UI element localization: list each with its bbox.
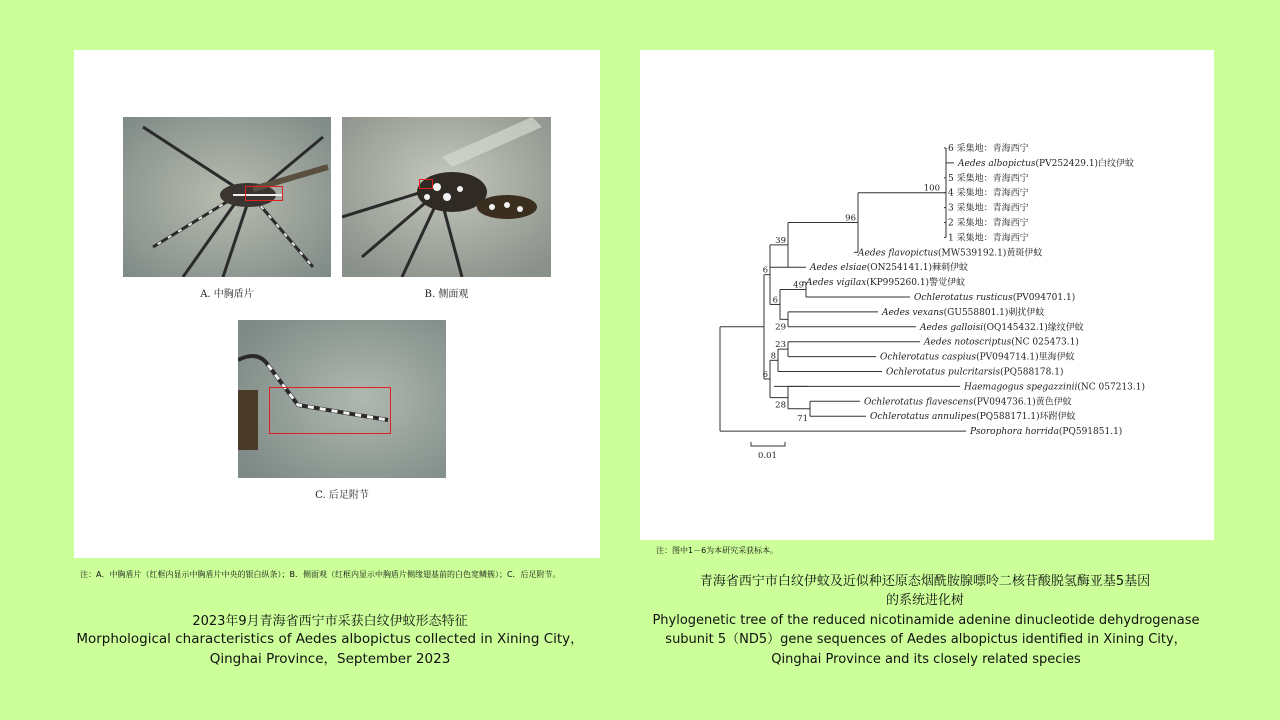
bootstrap-value: 71: [797, 413, 808, 424]
left-figure-note: 注：A．中胸盾片（红框内显示中胸盾片中央的银白纵条）；B．侧面观（红框内显示中胸盾片侧缘翅基前的白色宽鳞簇）；C．后足附节。: [80, 570, 561, 579]
bootstrap-value: 6: [772, 295, 778, 306]
taxon-label: 2 采集地：青海西宁: [948, 218, 1029, 229]
photo-a-label: A. 中胸盾片: [200, 289, 254, 300]
taxon-label: Aedes elsiae(ON254141.1)棘刺伊蚊: [810, 263, 969, 274]
mosquito-lateral-image: [342, 117, 551, 277]
scale-bar-label: 0.01: [758, 451, 777, 461]
taxon-label: Aedes vigilax(KP995260.1)警觉伊蚊: [806, 278, 966, 289]
taxon-label: Aedes albopictus(PV252429.1)白纹伊蚊: [958, 158, 1135, 169]
right-caption-en-line2: subunit 5（ND5）gene sequences of Aedes albopictus identified in Xining City，: [665, 632, 1187, 647]
left-caption-en-line2: Qinghai Province，September 2023: [209, 651, 451, 667]
right-caption-cn-line2: 的系统进化树: [885, 593, 964, 608]
photo-scutum: [123, 117, 331, 277]
taxon-label: 5 采集地：青海西宁: [948, 173, 1029, 184]
taxon-label: Ochlerotatus caspius(PV094714.1)里海伊蚊: [880, 352, 1075, 363]
photo-lateral: [342, 117, 551, 277]
right-caption-cn-line1: 青海省西宁市白纹伊蚊及近似种还原态烟酰胺腺嘌呤二核苷酸脱氢酶亚基5基因: [699, 574, 1151, 589]
mosquito-dorsal-image: [123, 117, 331, 277]
taxon-label: Ochlerotatus annulipes(PQ588171.1)环跗伊蚊: [870, 412, 1076, 423]
photo-c-label: C. 后足附节: [315, 490, 369, 501]
right-caption-en-line1: Phylogenetic tree of the reduced nicotinamide adenine dinucleotide dehydrogenase: [652, 613, 1200, 628]
bootstrap-value: 8: [770, 351, 776, 362]
bootstrap-value: 28: [775, 400, 786, 411]
right-caption-en-line3: Qinghai Province and its closely related species: [771, 652, 1081, 667]
morphology-figure-panel: [74, 50, 600, 558]
right-figure-note: 注：图中1－6为本研究采获标本。: [656, 546, 779, 555]
taxon-label: Aedes galloisi(OQ145432.1)缘纹伊蚊: [920, 322, 1084, 333]
scale-bar: [751, 442, 785, 446]
taxon-label: Aedes vexans(GU558801.1)刺扰伊蚊: [882, 307, 1045, 318]
left-caption-en-line1: Morphological characteristics of Aedes albopictus collected in Xining City，: [76, 631, 584, 647]
highlight-box: [419, 179, 433, 189]
bootstrap-value: 100: [923, 183, 940, 194]
bootstrap-value: 39: [775, 235, 786, 246]
photo-b-label: B. 侧面观: [424, 289, 469, 300]
taxon-label: Aedes flavopictus(MW539192.1)黄斑伊蚊: [858, 248, 1043, 259]
highlight-box: [245, 186, 283, 201]
bootstrap-value: 49: [793, 280, 804, 291]
taxon-label: Haemagogus spegazzinii(NC 057213.1): [964, 382, 1145, 393]
photo-hindleg: [238, 320, 446, 478]
taxon-label: Psorophora horrida(PQ591851.1): [970, 427, 1123, 438]
taxon-label: Aedes notoscriptus(NC 025473.1): [924, 337, 1079, 348]
bootstrap-value: 29: [775, 322, 786, 333]
taxon-label: Ochlerotatus rusticus(PV094701.1): [914, 293, 1076, 303]
phylogenetic-tree: [640, 50, 1214, 540]
bootstrap-value: 23: [775, 340, 786, 351]
taxon-label: 1 采集地：青海西宁: [948, 233, 1029, 244]
bootstrap-value: 6: [762, 265, 768, 276]
bootstrap-value: 6: [762, 369, 768, 380]
left-caption-cn: 2023年9月青海省西宁市采获白纹伊蚊形态特征: [192, 614, 468, 629]
taxon-label: 6 采集地：青海西宁: [948, 144, 1029, 154]
taxon-label: 3 采集地：青海西宁: [948, 203, 1029, 214]
taxon-label: 4 采集地：青海西宁: [948, 188, 1029, 199]
phylogenetic-tree-panel: [640, 50, 1214, 540]
bootstrap-value: 96: [845, 213, 856, 224]
highlight-box: [269, 387, 391, 434]
taxon-label: Ochlerotatus pulcritarsis(PQ588178.1): [886, 367, 1064, 378]
taxon-label: Ochlerotatus flavescens(PV094736.1)黄色伊蚊: [864, 397, 1072, 408]
